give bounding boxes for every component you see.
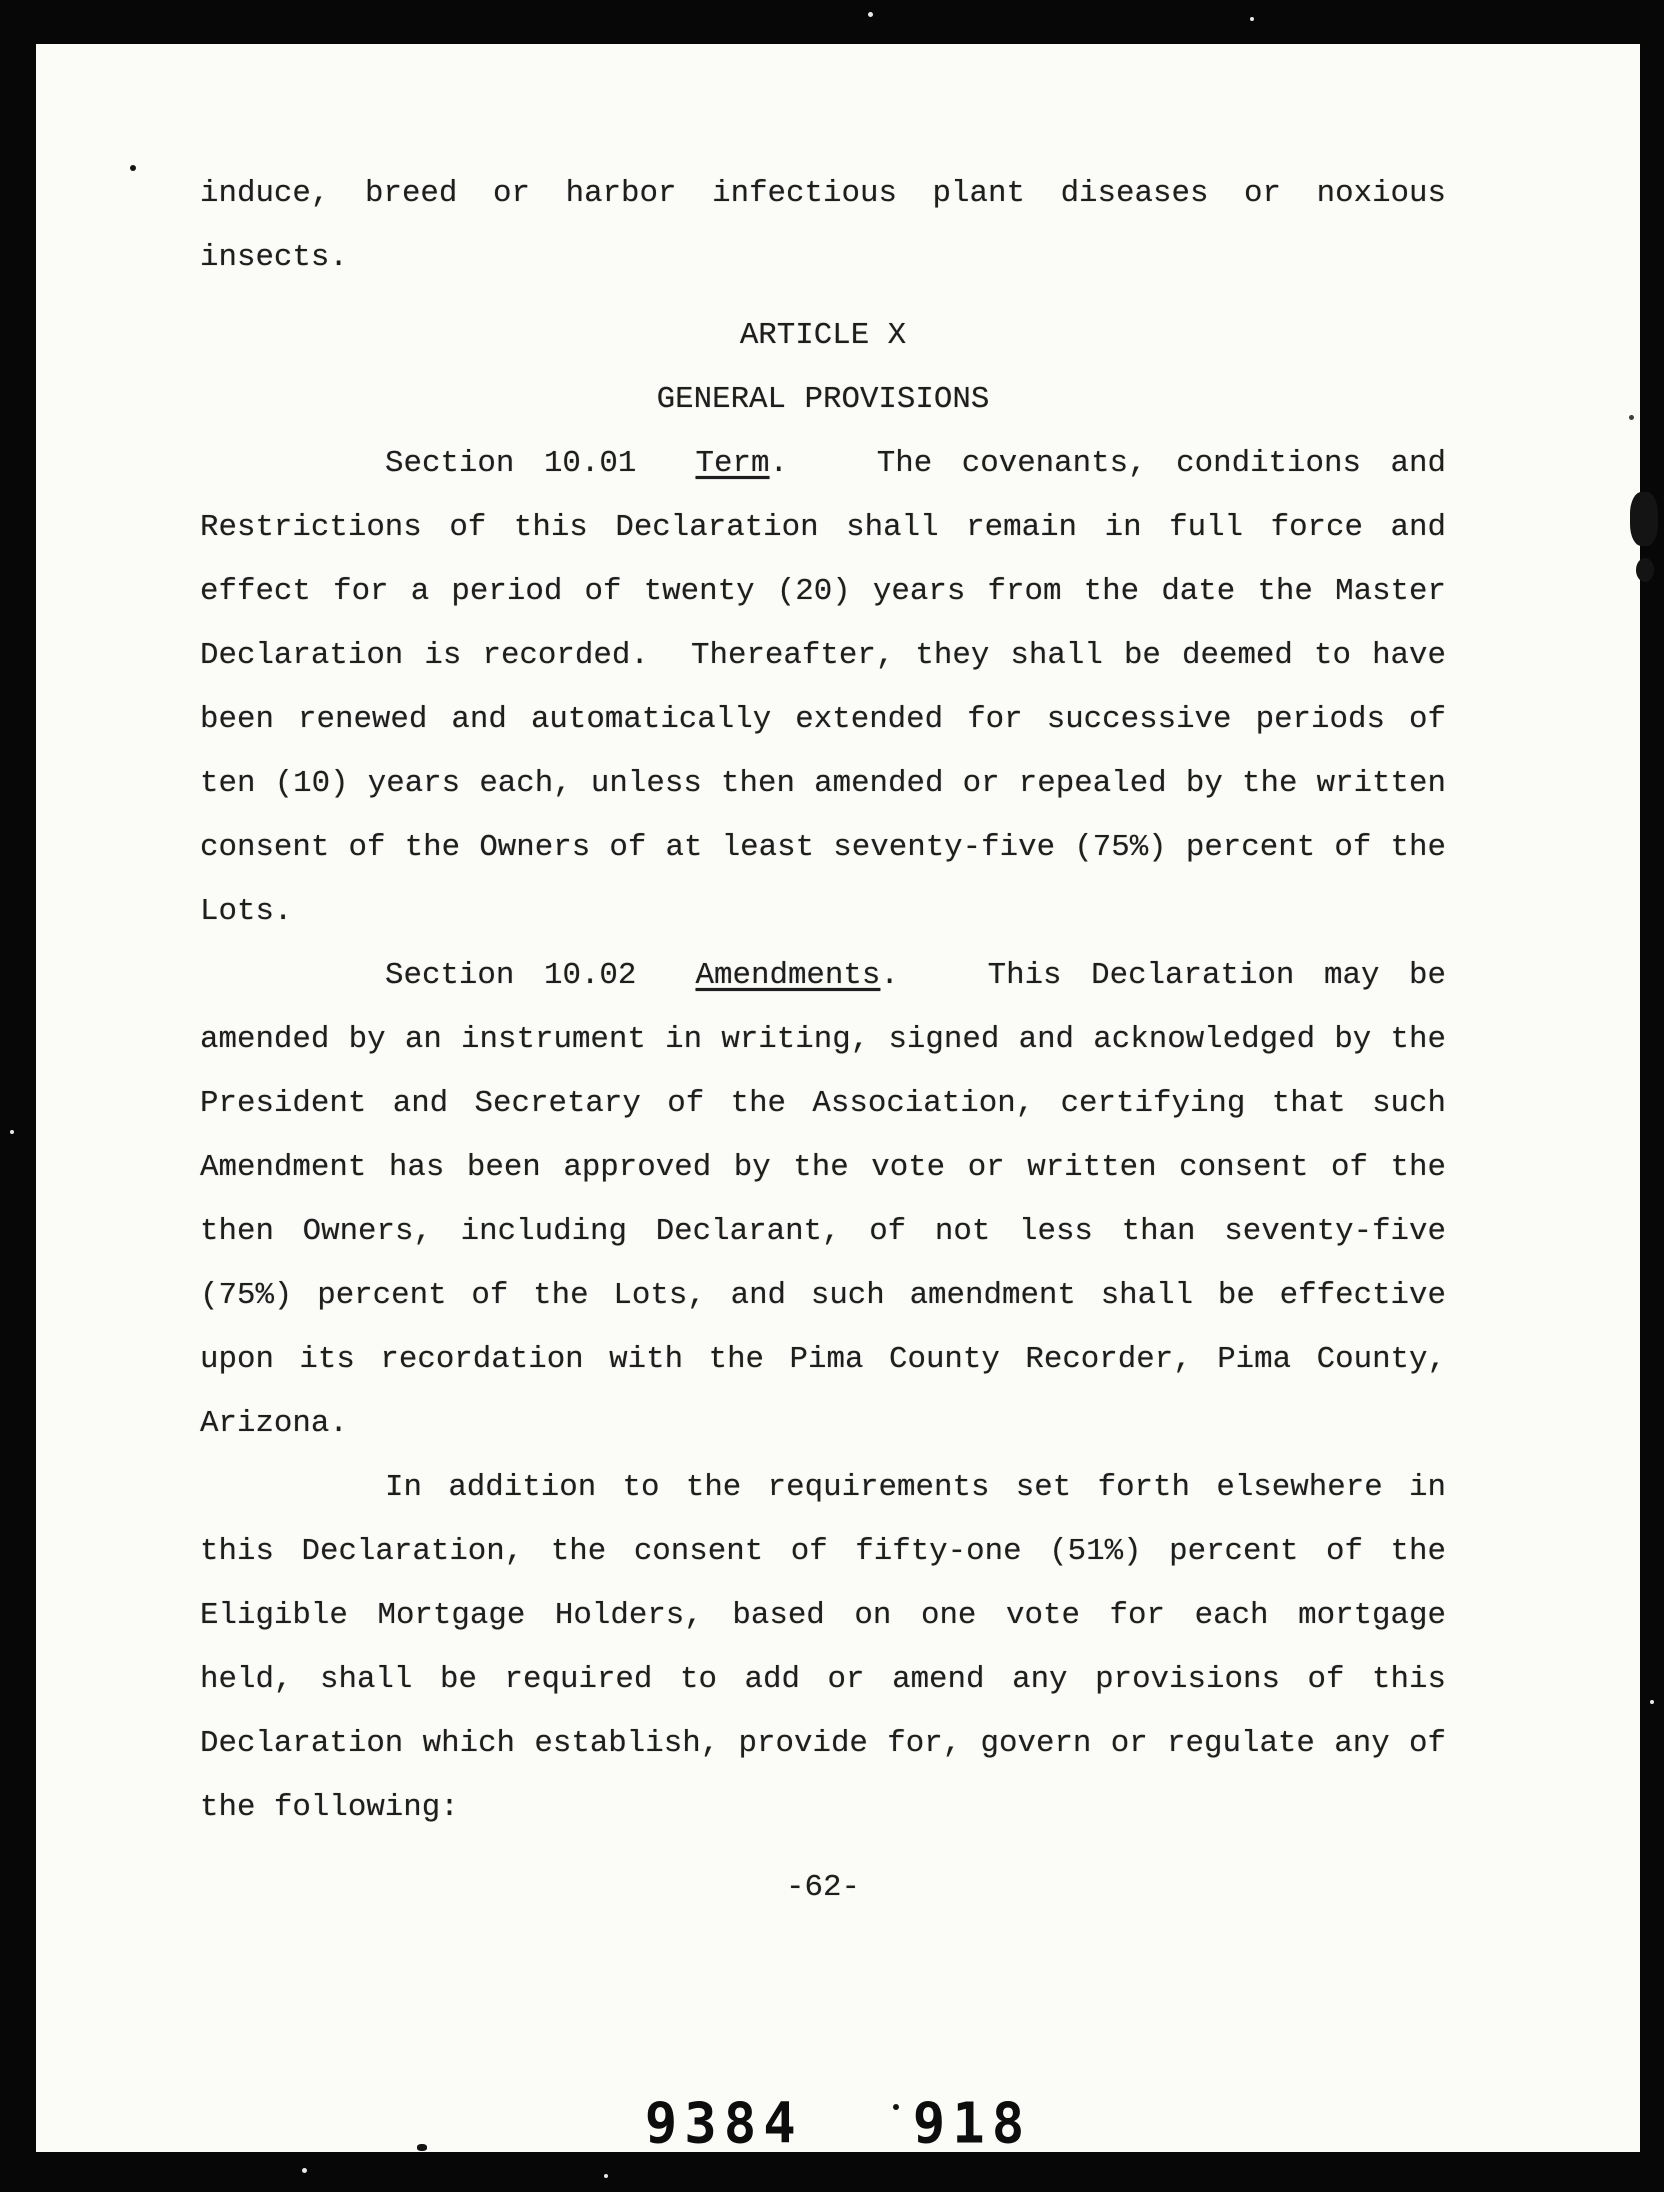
- scan-speck: [604, 2174, 608, 2178]
- article-heading: ARTICLE X: [739, 318, 907, 353]
- paragraph-section-10-01: [200, 432, 1446, 944]
- scan-speck: [417, 2144, 427, 2151]
- scan-speck: [1250, 17, 1254, 21]
- scan-speck: [893, 2104, 899, 2110]
- scan-blob: [1636, 558, 1654, 582]
- scan-speck: [10, 1130, 14, 1134]
- scan-speck: [1629, 415, 1634, 420]
- paragraph-section-10-02: [200, 944, 1446, 1456]
- document-body: [200, 44, 1446, 1920]
- section-10-01-body: . The covenants, conditions and Restrictions of this Declaration shall remain in full force and effect for a period of twenty (20) years from the date the Master Declaration is recorded. Thereafter, they shall be deemed to have been renewed and automatically extended for successive periods of ten (10) years each, unless then amended or repealed by the written consent of the Owners of at least seventy-five (75%) percent of the Lots.: [200, 446, 1446, 929]
- paragraph-mortgage-consent: In addition to the requirements set forth elsewhere in this Declaration, the consent of fifty-one (51%) percent of the Eligible Mortgage Holders, based on one vote for each mortgage held, shall be required to add or amend any provisions of this Declaration which establish, provide for, govern or regulate any of the following:: [200, 1470, 1446, 1825]
- paragraph-continuation: induce, breed or harbor infectious plant diseases or noxious insects.: [200, 176, 1446, 275]
- scan-speck: [302, 2168, 307, 2173]
- stamp-number-left: 9384: [644, 2090, 803, 2157]
- scan-speck: [868, 12, 873, 17]
- scan-blob: [1630, 492, 1658, 546]
- section-10-01-keyword-underlined: Term: [695, 446, 770, 481]
- page-number: -62-: [786, 1870, 860, 1905]
- general-provisions-heading: GENERAL PROVISIONS: [656, 382, 990, 417]
- stamp-number-right: 918: [912, 2090, 1032, 2157]
- section-10-01-label: Section 10.01: [385, 446, 696, 481]
- recorder-stamp: [36, 2091, 1640, 2157]
- scan-speck: [1650, 1700, 1654, 1704]
- section-10-02-body: . This Declaration may be amended by an instrument in writing, signed and acknowledged by the President and Secretary of the Association, certifying that such Amendment has been approved by the vote or written consent of the then Owners, including Declarant, of not less than seventy-five (75%) percent of the Lots, and such amendment shall be effective upon its recordation with the Pima County Recorder, Pima County, Arizona.: [200, 958, 1446, 1441]
- section-10-02-keyword-underlined: Amendments: [695, 958, 881, 993]
- scan-speck: [130, 165, 136, 171]
- document-page: [36, 44, 1640, 2157]
- section-10-02-label: Section 10.02: [385, 958, 696, 993]
